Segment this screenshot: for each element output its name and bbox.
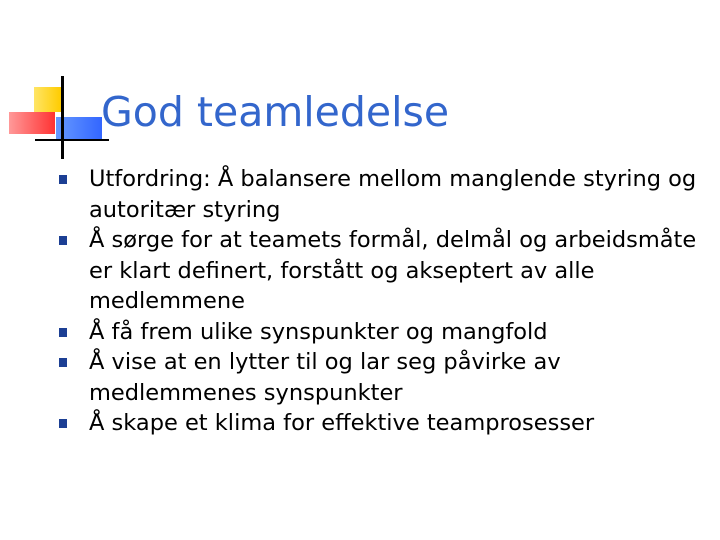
logo-red-square: [9, 112, 55, 134]
square-bullet-icon: [59, 175, 67, 184]
square-bullet-icon: [59, 419, 67, 428]
bullet-text: Å skape et klima for effektive teamprosesser: [89, 410, 595, 436]
square-bullet-icon: [59, 328, 67, 337]
bullet-text: Å få frem ulike synspunkter og mangfold: [89, 318, 548, 345]
bullet-text: Utfordring: Å balansere mellom manglende styring og autoritær styring: [89, 166, 697, 223]
square-bullet-icon: [59, 236, 67, 245]
logo-horizontal-line: [35, 139, 109, 141]
decorative-logo: [0, 0, 110, 170]
bullet-item: [58, 347, 708, 408]
bullet-item: [58, 225, 708, 317]
logo-vertical-line: [61, 76, 64, 159]
slide-title: God teamledelse: [101, 88, 450, 136]
bullet-item: [58, 408, 708, 439]
logo-yellow-square: [34, 87, 61, 112]
bullet-text: Å vise at en lytter til og lar seg påvirke av medlemmenes synspunkter: [89, 349, 561, 406]
bullet-text: Å sørge for at teamets formål, delmål og arbeidsmåte er klart definert, forstått og akseptert av alle medlemmene: [89, 227, 697, 314]
bullet-item: [58, 164, 708, 225]
square-bullet-icon: [59, 358, 67, 367]
bullet-list: [58, 164, 708, 439]
bullet-item: [58, 317, 708, 348]
